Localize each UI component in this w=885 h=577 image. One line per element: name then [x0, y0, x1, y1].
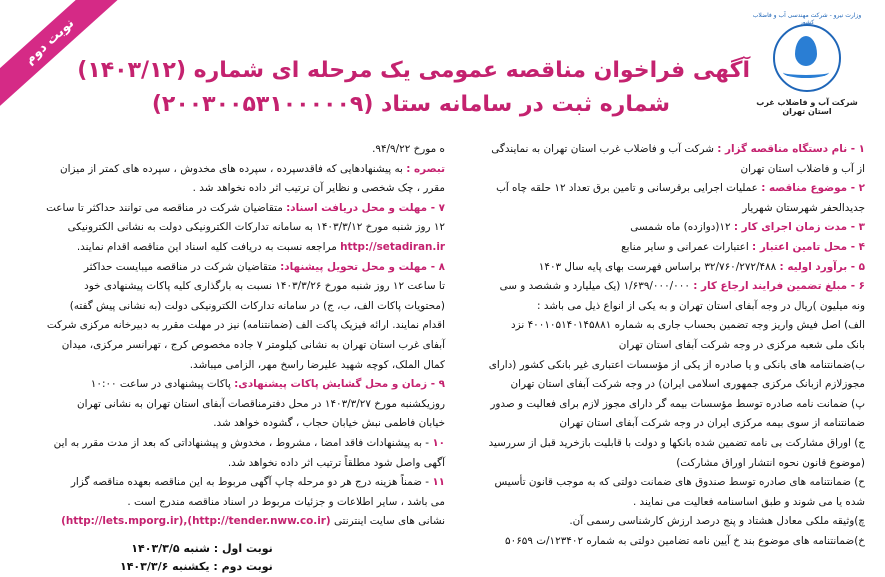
text-line: [430, 238, 865, 258]
section-heading: ۷ - مهلت و محل دریافت اسناد:: [286, 201, 445, 214]
text-line: [430, 512, 865, 532]
section-heading: ۸ - مهلت و محل تحویل پیشنهاد:: [280, 260, 445, 273]
website-links[interactable]: (http://lets.mporg.ir),(http://tender.nww.co.ir): [61, 515, 331, 528]
section-text: تا ساعت ۱۲ روز شنبه مورخ ۱۴۰۳/۳/۲۶ نسبت به بارگذاری کلیه پاکات پیشنهادی خود: [84, 280, 445, 293]
section-text: ونه میلیون )ریال در وجه آبفای استان تهران و به یکی از انواع ذیل می باشد :: [537, 299, 865, 312]
section-text: (موضوع قانون نحوه انتشار اوراق مشارکت): [676, 456, 865, 469]
section-text: متقاضیان شرکت در مناقصه می توانند حداکثر تا ساعت: [46, 201, 287, 214]
text-line: [120, 454, 445, 474]
section-text: ۱۲ روز شنبه مورخ ۱۴۰۳/۳/۱۲ به سامانه تدارکات الکترونیکی دولت به نشانی الکترونیکی: [67, 221, 445, 234]
section-text: اقدام نمایند. ارائه فیزیک پاکت الف (ضمانتنامه) نیز در مهلت مقرر به دبیرخانه مرکزی شرکت: [46, 319, 445, 332]
text-line: [430, 277, 865, 297]
section-text: مراجعه نسبت به دریافت کلیه اسناد این مناقصه اقدام نمایند.: [76, 240, 341, 253]
section-text: ح) ضمانتنامه های صادره توسط صندوق های ضمانت دولتی که به موجب قانون تأسیس: [494, 476, 865, 489]
text-line: [46, 199, 445, 219]
section-text: عملیات اجرایی برقرسانی و تامین برق تعداد ۱۲ حلقه چاه آب: [496, 182, 762, 195]
ribbon-label: نوبت دوم: [0, 0, 119, 106]
text-line: [120, 356, 445, 376]
text-line: [430, 140, 865, 160]
text-line: [120, 414, 445, 434]
water-drop-icon: [773, 24, 841, 92]
section-text: شده یا می شوند و طبق اساسنامه فعالیت می نمایند .: [632, 495, 865, 508]
section-heading: ۱۰: [432, 436, 445, 449]
notice-title: آگهی فراخوان مناقصه عمومی یک مرحله ای شماره (۱۴۰۳/۱۲): [77, 58, 750, 83]
section-text: پاکات پیشنهادی در ساعت ۱۰:۰۰: [90, 378, 235, 391]
text-line: [430, 336, 865, 356]
section-heading: ۵ - برآورد اولیه :: [779, 260, 865, 273]
text-line: [430, 493, 865, 513]
text-line: [430, 179, 865, 199]
text-line: [59, 160, 445, 180]
section-text: ۳۲/۷۶۰/۲۷۲/۴۸۸ براساس فهرست بهای پایه سال ۱۴۰۳: [538, 260, 780, 273]
section-text: نشانی های سایت اینترنتی: [330, 515, 445, 528]
text-line: [70, 473, 445, 493]
section-text: - به پیشنهادات فاقد امضا ، مشروط ، مخدوش و پیشنهاداتی که بعد از مدت مقرر به این: [53, 436, 433, 449]
registration-number-title: شماره ثبت در سامانه ستاد (۲۰۰۳۰۰۵۳۱۰۰۰۰۰۹): [151, 92, 670, 117]
text-line: [430, 473, 865, 493]
first-notice-date: نوبت اول : شنبه ۱۴۰۳/۳/۵: [131, 542, 273, 555]
section-heading: ۳ - مدت زمان اجرای کار :: [733, 221, 865, 234]
text-line: [69, 297, 445, 317]
section-text: ضمانتنامه از سوی بیمه مرکزی ایران در وجه شرکت آبفای استان تهران: [559, 417, 865, 430]
text-line: [430, 199, 865, 219]
logo-caption: شرکت آب و فاضلاب غرب استان تهران: [756, 98, 858, 116]
notice-dates: [120, 540, 273, 576]
text-line: [61, 336, 445, 356]
second-notice-date: نوبت دوم : یکشنبه ۱۴۰۳/۳/۶: [120, 560, 273, 573]
text-line: [430, 297, 865, 317]
section-text: جدیدالحفر شهرستان شهریار: [742, 201, 865, 214]
text-line: [53, 434, 445, 454]
section-text: کمال الملک، کوچه شهید علیرضا راسخ مهر، الزامی میباشد.: [189, 358, 445, 371]
section-text: شرکت آب و فاضلاب غرب استان تهران به نمایندگی: [491, 143, 718, 155]
text-line: [430, 375, 865, 395]
section-heading: ۹ - زمان و محل گشایش پاکات پیشنهادی:: [234, 378, 445, 391]
section-heading: ۶ - مبلغ تضمین فرایند ارجاع کار :: [693, 280, 865, 293]
logo-arc-text: وزارت نیرو - شرکت مهندسی آب و فاضلاب کشور: [752, 12, 862, 26]
section-text: ج) اوراق مشارکت بی نامه تضمین شده بانکها و دولت با قابلیت بازخرید قبل از سررسید: [488, 436, 865, 449]
section-text: (محتویات پاکات الف، ب، ج) در سامانه تدارکات الکترونیکی دولت (به نشانی پیش گفته): [69, 299, 445, 312]
section-text: می باشد ، سایر اطلاعات و جزئیات مربوط در اسناد مناقصه مندرج است .: [127, 495, 445, 508]
section-heading: ۱۱: [432, 476, 445, 489]
text-line: [430, 160, 865, 180]
section-text: ۱/۶۳۹/۰۰۰/۰۰۰ (یک میلیارد و ششصد و سی: [499, 280, 694, 293]
section-text: ۱۲(دوازده) ماه شمسی: [630, 221, 734, 234]
text-line: [120, 493, 445, 513]
section-text: خ)ضمانتنامه های موضوع بند خ آیین نامه تضامین دولتی به شماره ۱۲۳۴۰۲/ت ۵۰۶۵۹: [505, 534, 865, 547]
section-text: ب)ضمانتنامه های بانکی و یا صادره از یکی از مؤسسات اعتباری غیر بانکی کشور (دارای: [488, 358, 865, 371]
section-text: مقرر ، چک شخصی و نظایر آن ترتیب اثر داده نخواهد شد .: [192, 182, 445, 195]
text-line: [430, 395, 865, 415]
text-line: [430, 434, 865, 454]
section-heading: ۴ - محل تامین اعتبار :: [752, 240, 865, 253]
text-line: [430, 218, 865, 238]
section-text: آبفای غرب استان تهران به نشانی کیلومتر ۷ جاده مخصوص کرج ، تهرانسر مرکزی، میدان: [61, 338, 445, 351]
section-text: از آب و فاضلاب استان تهران: [740, 162, 865, 175]
text-line: [120, 140, 445, 160]
second-notice-ribbon: [0, 0, 130, 100]
text-line: [67, 218, 445, 238]
section-text: متقاضیان شرکت در مناقصه میبایست حداکثر: [83, 260, 281, 273]
text-line: [46, 316, 445, 336]
company-logo: [747, 12, 867, 116]
section-text: بانک ملی شعبه مرکزی در وجه شرکت آبفای استان تهران: [618, 338, 865, 351]
section-text: اعتبارات عمرانی و سایر منابع: [621, 240, 753, 253]
section-text: خیابان فاطمی نبش خیابان حجاب ، گشوده خواهد شد.: [213, 417, 445, 430]
text-line: [430, 532, 865, 552]
text-line: [84, 277, 445, 297]
section-text: - ضمناً هزینه درج هر دو مرحله چاپ آگهی مربوط به این مناقصه بعهده مناقصه گزار: [70, 476, 433, 489]
section-heading: ۲ - موضوع مناقصه :: [761, 182, 865, 195]
left-column: [46, 140, 445, 532]
text-line: [76, 238, 445, 258]
section-text: آگهی واصل شود مطلقاً ترتیب اثر داده نخواهد شد.: [227, 456, 445, 469]
right-column: [430, 140, 865, 551]
section-text: الف) اصل فیش واریز وجه تضمین بحساب جاری به شماره ۴۰۰۱۰۵۱۴۰۱۴۵۸۸۱ نزد: [511, 319, 865, 332]
text-line: [430, 356, 865, 376]
setadiran-link[interactable]: http://setadiran.ir: [340, 240, 445, 253]
section-text: پ) ضمانت نامه صادره توسط مؤسسات بیمه گر دارای مجوز لازم برای فعالیت و صدور: [490, 397, 865, 410]
text-line: [77, 395, 445, 415]
section-heading: تبصره :: [406, 162, 445, 175]
text-line: [90, 375, 445, 395]
section-heading: ۱ - نام دستگاه مناقصه گزار :: [717, 143, 865, 155]
text-line: [430, 258, 865, 278]
section-text: به پیشنهادهایی که فاقدسپرده ، سپرده های مخدوش ، سپرده های کمتر از میزان: [59, 162, 407, 175]
text-line: [120, 179, 445, 199]
text-line: [430, 414, 865, 434]
text-line: [430, 454, 865, 474]
section-text: روزیکشنبه مورخ ۱۴۰۳/۳/۲۷ در محل دفترمناقصات آبفای استان تهران به نشانی تهران: [77, 397, 445, 410]
section-text: چ)وثیقه ملکی معادل هشتاد و پنج درصد ارزش کارشناسی رسمی آن.: [569, 515, 865, 528]
text-line: [61, 512, 445, 532]
section-text: مجوزلازم ازبانک مرکزی جمهوری اسلامی ایران) در وجه شرکت آبفای استان تهران: [510, 378, 865, 391]
text-line: [83, 258, 445, 278]
section-text: ه مورخ ۹۴/۹/۲۲.: [372, 143, 445, 155]
text-line: [430, 316, 865, 336]
